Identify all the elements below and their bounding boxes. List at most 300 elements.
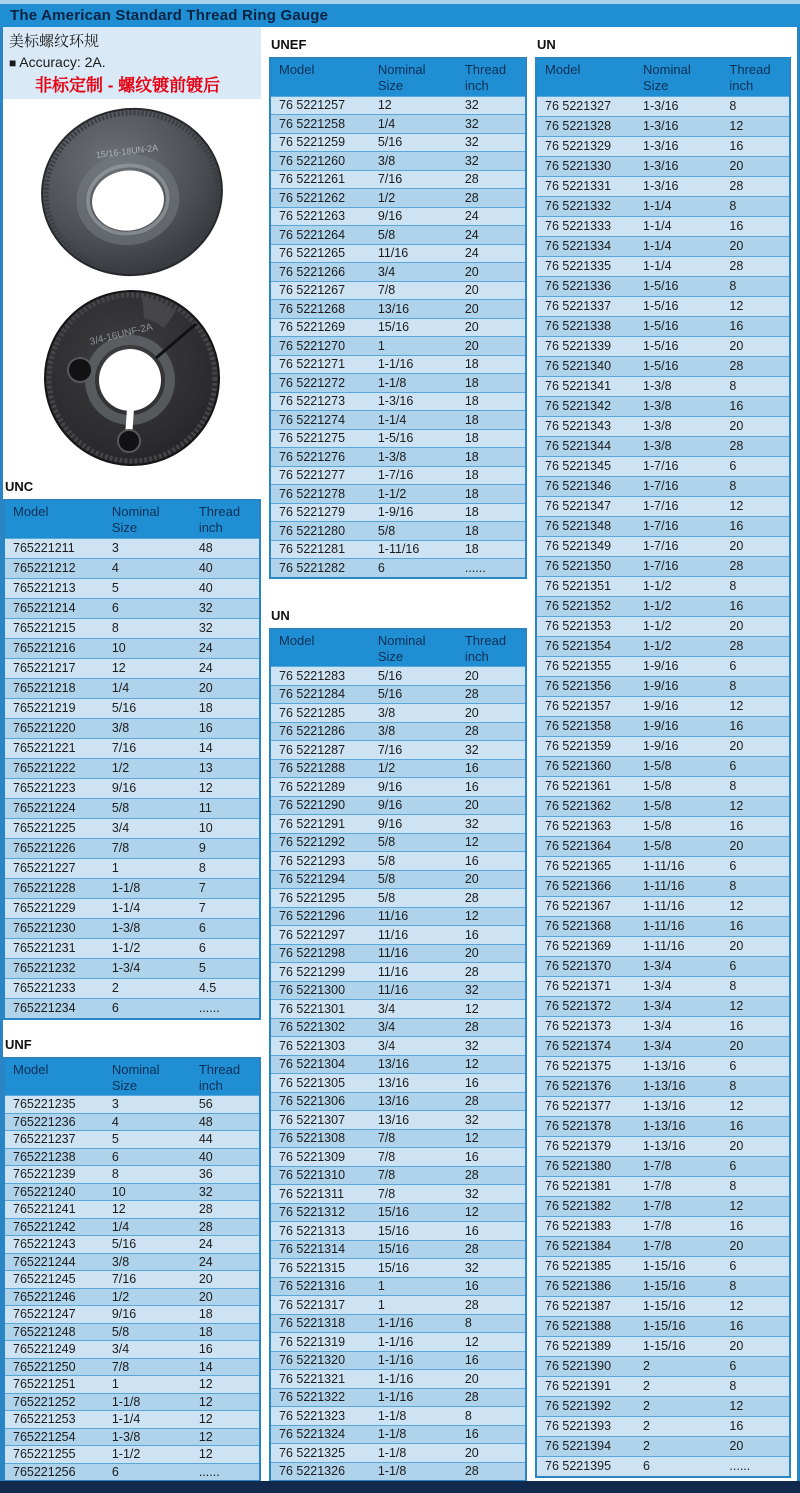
nominal-size-cell: 1-3/16 xyxy=(635,116,721,136)
table-row xyxy=(536,996,790,1016)
nominal-size-cell: 1-7/8 xyxy=(635,1216,721,1236)
thread-cell: 28 xyxy=(457,1092,526,1111)
thread-cell: 16 xyxy=(721,1216,790,1236)
nominal-size-cell: 7/8 xyxy=(370,1129,457,1148)
nominal-size-cell: 1-3/16 xyxy=(370,392,457,411)
thread-cell: 16 xyxy=(457,926,526,945)
model-cell: 76 5221285 xyxy=(270,704,370,723)
nominal-size-cell: 3/4 xyxy=(370,1000,457,1019)
model-cell: 765221229 xyxy=(4,898,104,918)
model-cell: 76 5221281 xyxy=(270,540,370,559)
thread-cell: 10 xyxy=(191,818,260,838)
nominal-size-cell: 11/16 xyxy=(370,907,457,926)
nominal-size-cell: 1-7/16 xyxy=(635,556,721,576)
model-cell: 76 5221356 xyxy=(536,676,635,696)
nominal-size-cell: 7/8 xyxy=(104,1358,191,1376)
thread-cell: 18 xyxy=(457,503,526,522)
thread-cell: 20 xyxy=(457,704,526,723)
column-header: Nominal Size xyxy=(370,58,457,96)
model-cell: 765221228 xyxy=(4,878,104,898)
nominal-size-cell: 2 xyxy=(104,978,191,998)
table-row xyxy=(536,1456,790,1477)
model-cell: 76 5221286 xyxy=(270,722,370,741)
left-column xyxy=(3,27,261,1481)
model-cell: 76 5221262 xyxy=(270,189,370,208)
table-row xyxy=(270,1222,526,1241)
content-area xyxy=(0,27,800,1481)
nominal-size-cell: 1-5/8 xyxy=(635,836,721,856)
model-cell: 76 5221342 xyxy=(536,396,635,416)
table-row xyxy=(4,898,260,918)
nominal-size-cell: 1-1/2 xyxy=(104,938,191,958)
model-cell: 76 5221336 xyxy=(536,276,635,296)
table-row xyxy=(536,456,790,476)
table-row xyxy=(536,916,790,936)
model-cell: 76 5221314 xyxy=(270,1240,370,1259)
nominal-size-cell: 1-13/16 xyxy=(635,1076,721,1096)
thread-cell: 18 xyxy=(457,411,526,430)
model-cell: 765221251 xyxy=(4,1376,104,1394)
nominal-size-cell: 1-7/16 xyxy=(635,496,721,516)
nominal-size-cell: 1-15/16 xyxy=(635,1316,721,1336)
thread-cell: 18 xyxy=(457,392,526,411)
model-cell: 76 5221387 xyxy=(536,1296,635,1316)
column-header: Nominal Size xyxy=(104,500,191,538)
model-cell: 76 5221277 xyxy=(270,466,370,485)
thread-cell: 18 xyxy=(457,355,526,374)
model-cell: 76 5221369 xyxy=(536,936,635,956)
thread-cell: ...... xyxy=(457,559,526,578)
model-cell: 76 5221273 xyxy=(270,392,370,411)
table-row xyxy=(270,852,526,871)
table-row xyxy=(536,256,790,276)
nominal-size-cell: 1/4 xyxy=(104,1218,191,1236)
model-cell: 76 5221320 xyxy=(270,1351,370,1370)
nominal-size-cell: 2 xyxy=(635,1396,721,1416)
nominal-size-cell: 1-3/16 xyxy=(635,156,721,176)
model-cell: 76 5221394 xyxy=(536,1436,635,1456)
model-cell: 76 5221297 xyxy=(270,926,370,945)
model-cell: 76 5221326 xyxy=(270,1462,370,1481)
unc-table xyxy=(3,499,261,1020)
thread-cell: 12 xyxy=(457,1333,526,1352)
thread-cell: 18 xyxy=(457,485,526,504)
thread-cell: 12 xyxy=(721,1096,790,1116)
nominal-size-cell: 1-9/16 xyxy=(370,503,457,522)
table-row xyxy=(536,576,790,596)
thread-cell: 4.5 xyxy=(191,978,260,998)
table-row xyxy=(4,638,260,658)
model-cell: 76 5221344 xyxy=(536,436,635,456)
thread-cell: 28 xyxy=(457,1018,526,1037)
thread-cell: 18 xyxy=(457,374,526,393)
column-header: Model xyxy=(270,629,370,667)
table-row xyxy=(270,355,526,374)
table-row xyxy=(536,856,790,876)
thread-cell: 32 xyxy=(457,1037,526,1056)
table-row xyxy=(270,870,526,889)
nominal-size-cell: 1-11/16 xyxy=(635,936,721,956)
model-cell: 76 5221328 xyxy=(536,116,635,136)
model-cell: 765221235 xyxy=(4,1096,104,1114)
column-header: Thread inch xyxy=(191,1058,260,1096)
nominal-size-cell: 1-7/8 xyxy=(635,1156,721,1176)
thread-cell: 12 xyxy=(457,833,526,852)
thread-cell: 20 xyxy=(721,1236,790,1256)
column-header: Model xyxy=(536,58,635,96)
thread-cell: 16 xyxy=(721,596,790,616)
accuracy-note xyxy=(9,52,261,74)
nominal-size-cell: 1-13/16 xyxy=(635,1096,721,1116)
thread-cell: 28 xyxy=(457,1296,526,1315)
model-cell: 76 5221257 xyxy=(270,96,370,115)
model-cell: 76 5221272 xyxy=(270,374,370,393)
thread-cell: 6 xyxy=(721,456,790,476)
model-cell: 765221225 xyxy=(4,818,104,838)
section-label-un-middle: UN xyxy=(269,579,527,628)
nominal-size-cell: 1-11/16 xyxy=(635,916,721,936)
ring-gauge-photo-front xyxy=(3,284,261,469)
thread-cell: 28 xyxy=(457,1462,526,1481)
table-row xyxy=(270,889,526,908)
table-row xyxy=(270,429,526,448)
table-row xyxy=(270,1129,526,1148)
model-cell: 76 5221267 xyxy=(270,281,370,300)
table-row xyxy=(536,396,790,416)
table-row xyxy=(270,466,526,485)
table-row xyxy=(270,1000,526,1019)
model-cell: 76 5221325 xyxy=(270,1444,370,1463)
model-cell: 76 5221310 xyxy=(270,1166,370,1185)
thread-cell: 28 xyxy=(457,685,526,704)
nominal-size-cell: 6 xyxy=(635,1456,721,1477)
nominal-size-cell: 1-5/8 xyxy=(635,776,721,796)
table-row xyxy=(4,1201,260,1219)
nominal-size-cell: 12 xyxy=(104,658,191,678)
nominal-size-cell: 1-3/16 xyxy=(635,176,721,196)
model-cell: 765221217 xyxy=(4,658,104,678)
thread-cell: 28 xyxy=(457,170,526,189)
model-cell: 765221230 xyxy=(4,918,104,938)
nominal-size-cell: 1/2 xyxy=(104,1288,191,1306)
nominal-size-cell: 12 xyxy=(370,96,457,115)
column-header: Model xyxy=(4,500,104,538)
model-cell: 76 5221290 xyxy=(270,796,370,815)
model-cell: 76 5221375 xyxy=(536,1056,635,1076)
nominal-size-cell: 1-13/16 xyxy=(635,1136,721,1156)
nominal-size-cell: 10 xyxy=(104,1183,191,1201)
thread-cell: 16 xyxy=(457,759,526,778)
custom-order-note: 非标定制 - 螺纹镀前镀后 xyxy=(35,76,221,95)
thread-cell: 24 xyxy=(457,244,526,263)
model-cell: 76 5221385 xyxy=(536,1256,635,1276)
table-row xyxy=(270,207,526,226)
nominal-size-cell: 1-3/8 xyxy=(635,436,721,456)
model-cell: 76 5221287 xyxy=(270,741,370,760)
model-cell: 765221216 xyxy=(4,638,104,658)
table-row xyxy=(536,416,790,436)
model-cell: 76 5221386 xyxy=(536,1276,635,1296)
nominal-size-cell: 6 xyxy=(370,559,457,578)
table-row xyxy=(270,522,526,541)
thread-cell: 12 xyxy=(721,296,790,316)
table-row xyxy=(536,96,790,116)
nominal-size-cell: 4 xyxy=(104,1113,191,1131)
nominal-size-cell: 1-5/16 xyxy=(635,336,721,356)
thread-cell: 9 xyxy=(191,838,260,858)
model-cell: 76 5221288 xyxy=(270,759,370,778)
nominal-size-cell: 1 xyxy=(104,1376,191,1394)
model-cell: 76 5221390 xyxy=(536,1356,635,1376)
table-row xyxy=(270,1407,526,1426)
nominal-size-cell: 1-1/2 xyxy=(635,616,721,636)
thread-cell: 12 xyxy=(721,1396,790,1416)
model-cell: 76 5221303 xyxy=(270,1037,370,1056)
table-row xyxy=(536,836,790,856)
nominal-size-cell: 1 xyxy=(370,1296,457,1315)
nominal-size-cell: 1-11/16 xyxy=(635,896,721,916)
nominal-size-cell: 1-5/16 xyxy=(635,356,721,376)
thread-cell: 16 xyxy=(721,316,790,336)
model-cell: 765221218 xyxy=(4,678,104,698)
nominal-size-cell: 6 xyxy=(104,998,191,1019)
thread-cell: 20 xyxy=(721,1136,790,1156)
thread-cell: 20 xyxy=(191,1288,260,1306)
thread-cell: 6 xyxy=(191,938,260,958)
model-cell: 76 5221340 xyxy=(536,356,635,376)
thread-cell: 16 xyxy=(457,1277,526,1296)
table-row xyxy=(536,716,790,736)
thread-cell: 28 xyxy=(457,1166,526,1185)
thread-cell: 6 xyxy=(721,956,790,976)
model-cell: 765221249 xyxy=(4,1341,104,1359)
thread-cell: 24 xyxy=(191,638,260,658)
model-cell: 76 5221379 xyxy=(536,1136,635,1156)
table-row xyxy=(270,1185,526,1204)
model-cell: 76 5221315 xyxy=(270,1259,370,1278)
thread-cell: 24 xyxy=(191,658,260,678)
model-cell: 76 5221358 xyxy=(536,716,635,736)
nominal-size-cell: 5/8 xyxy=(104,798,191,818)
nominal-size-cell: 3/8 xyxy=(370,704,457,723)
nominal-size-cell: 1-7/16 xyxy=(635,476,721,496)
thread-cell: 12 xyxy=(721,1196,790,1216)
nominal-size-cell: 5/16 xyxy=(104,698,191,718)
thread-cell: 48 xyxy=(191,1113,260,1131)
nominal-size-cell: 1-11/16 xyxy=(635,876,721,896)
model-cell: 76 5221366 xyxy=(536,876,635,896)
model-cell: 76 5221352 xyxy=(536,596,635,616)
thread-cell: 12 xyxy=(721,116,790,136)
model-cell: 76 5221264 xyxy=(270,226,370,245)
nominal-size-cell: 1-5/16 xyxy=(370,429,457,448)
thread-cell: 16 xyxy=(457,1425,526,1444)
table-row xyxy=(270,1462,526,1481)
section-label-unef: UNEF xyxy=(269,27,527,57)
ring-gauge-front-image xyxy=(26,286,238,468)
model-cell: 76 5221295 xyxy=(270,889,370,908)
table-row xyxy=(536,1156,790,1176)
nominal-size-cell: 1-3/4 xyxy=(635,1016,721,1036)
model-cell: 765221236 xyxy=(4,1113,104,1131)
model-cell: 76 5221395 xyxy=(536,1456,635,1477)
table-row xyxy=(536,436,790,456)
model-cell: 76 5221261 xyxy=(270,170,370,189)
nominal-size-cell: 1-3/4 xyxy=(635,976,721,996)
thread-cell: 48 xyxy=(191,538,260,558)
table-row xyxy=(536,1236,790,1256)
table-row xyxy=(270,833,526,852)
column-header: Nominal Size xyxy=(104,1058,191,1096)
nominal-size-cell: 3 xyxy=(104,1096,191,1114)
model-cell: 76 5221302 xyxy=(270,1018,370,1037)
thread-cell: 8 xyxy=(721,1276,790,1296)
table-row xyxy=(270,189,526,208)
model-cell: 76 5221345 xyxy=(536,456,635,476)
nominal-size-cell: 1-5/16 xyxy=(635,276,721,296)
model-cell: 76 5221350 xyxy=(536,556,635,576)
nominal-size-cell: 5/8 xyxy=(370,522,457,541)
ring-gauge-angled-image xyxy=(26,102,238,282)
table-row xyxy=(536,1176,790,1196)
model-cell: 765221232 xyxy=(4,958,104,978)
nominal-size-cell: 1-7/8 xyxy=(635,1196,721,1216)
model-cell: 76 5221335 xyxy=(536,256,635,276)
table-row xyxy=(270,963,526,982)
model-cell: 76 5221341 xyxy=(536,376,635,396)
nominal-size-cell: 11/16 xyxy=(370,926,457,945)
table-row xyxy=(270,485,526,504)
table-row xyxy=(536,696,790,716)
header-row xyxy=(536,58,790,96)
model-cell: 76 5221353 xyxy=(536,616,635,636)
model-cell: 765221245 xyxy=(4,1271,104,1289)
table-row xyxy=(4,738,260,758)
table-row xyxy=(536,136,790,156)
model-cell: 76 5221377 xyxy=(536,1096,635,1116)
header-row xyxy=(270,629,526,667)
header-row xyxy=(270,58,526,96)
nominal-size-cell: 7/16 xyxy=(370,170,457,189)
column-header: Model xyxy=(4,1058,104,1096)
thread-cell: 20 xyxy=(721,1036,790,1056)
nominal-size-cell: 1-1/8 xyxy=(104,1393,191,1411)
model-cell: 76 5221378 xyxy=(536,1116,635,1136)
nominal-size-cell: 1/2 xyxy=(370,759,457,778)
table-row xyxy=(270,244,526,263)
nominal-size-cell: 10 xyxy=(104,638,191,658)
thread-cell: 6 xyxy=(721,1056,790,1076)
thread-cell: 20 xyxy=(457,281,526,300)
nominal-size-cell: 1-1/8 xyxy=(370,1407,457,1426)
nominal-size-cell: 3/4 xyxy=(104,1341,191,1359)
table-row xyxy=(270,1277,526,1296)
model-cell: 76 5221327 xyxy=(536,96,635,116)
model-cell: 76 5221361 xyxy=(536,776,635,796)
table-row xyxy=(536,736,790,756)
thread-cell: 6 xyxy=(721,856,790,876)
table-row xyxy=(270,226,526,245)
nominal-size-cell: 1-1/8 xyxy=(370,1444,457,1463)
nominal-size-cell: 1 xyxy=(370,337,457,356)
model-cell: 76 5221331 xyxy=(536,176,635,196)
table-row xyxy=(4,1376,260,1394)
nominal-size-cell: 1-15/16 xyxy=(635,1276,721,1296)
nominal-size-cell: 3/8 xyxy=(104,718,191,738)
column-header: Nominal Size xyxy=(370,629,457,667)
table-row xyxy=(4,938,260,958)
thread-cell: 6 xyxy=(721,1256,790,1276)
nominal-size-cell: 1-5/16 xyxy=(635,316,721,336)
table-row xyxy=(536,316,790,336)
model-cell: 76 5221319 xyxy=(270,1333,370,1352)
table-row xyxy=(536,476,790,496)
model-cell: 76 5221316 xyxy=(270,1277,370,1296)
nominal-size-cell: 3/8 xyxy=(370,722,457,741)
table-row xyxy=(270,981,526,1000)
nominal-size-cell: 1 xyxy=(104,858,191,878)
thread-cell: 16 xyxy=(721,916,790,936)
thread-cell: 20 xyxy=(721,736,790,756)
thread-cell: 32 xyxy=(191,1183,260,1201)
model-cell: 765221240 xyxy=(4,1183,104,1201)
table-row xyxy=(4,978,260,998)
table-row xyxy=(536,1356,790,1376)
thread-cell: 56 xyxy=(191,1096,260,1114)
model-cell: 765221246 xyxy=(4,1288,104,1306)
nominal-size-cell: 1-7/8 xyxy=(635,1236,721,1256)
nominal-size-cell: 1-3/16 xyxy=(635,96,721,116)
model-cell: 76 5221296 xyxy=(270,907,370,926)
table-row xyxy=(4,658,260,678)
table-row xyxy=(536,116,790,136)
model-cell: 76 5221389 xyxy=(536,1336,635,1356)
table-row xyxy=(4,1288,260,1306)
thread-cell: 32 xyxy=(457,133,526,152)
nominal-size-cell: 9/16 xyxy=(104,1306,191,1324)
model-cell: 76 5221391 xyxy=(536,1376,635,1396)
header-row xyxy=(4,500,260,538)
table-row xyxy=(536,1136,790,1156)
header-row xyxy=(4,1058,260,1096)
table-row xyxy=(4,538,260,558)
thread-cell: 12 xyxy=(191,778,260,798)
thread-cell: 16 xyxy=(457,1222,526,1241)
model-cell: 76 5221289 xyxy=(270,778,370,797)
model-cell: 765221254 xyxy=(4,1428,104,1446)
nominal-size-cell: 1-3/4 xyxy=(635,956,721,976)
thread-cell: 16 xyxy=(721,1116,790,1136)
model-cell: 76 5221368 xyxy=(536,916,635,936)
nominal-size-cell: 1-1/16 xyxy=(370,1370,457,1389)
nominal-size-cell: 7/16 xyxy=(104,738,191,758)
nominal-size-cell: 2 xyxy=(635,1416,721,1436)
table-row xyxy=(4,918,260,938)
thread-cell: 20 xyxy=(457,263,526,282)
table-row xyxy=(536,556,790,576)
ring-gauge-photo-angled xyxy=(3,99,261,284)
model-cell: 76 5221275 xyxy=(270,429,370,448)
thread-cell: 16 xyxy=(721,716,790,736)
model-cell: 76 5221330 xyxy=(536,156,635,176)
column-header: Nominal Size xyxy=(635,58,721,96)
table-row xyxy=(536,896,790,916)
nominal-size-cell: 12 xyxy=(104,1201,191,1219)
nominal-size-cell: 1-13/16 xyxy=(635,1056,721,1076)
table-row xyxy=(536,1196,790,1216)
thread-cell: ...... xyxy=(191,1463,260,1481)
table-row xyxy=(4,1323,260,1341)
